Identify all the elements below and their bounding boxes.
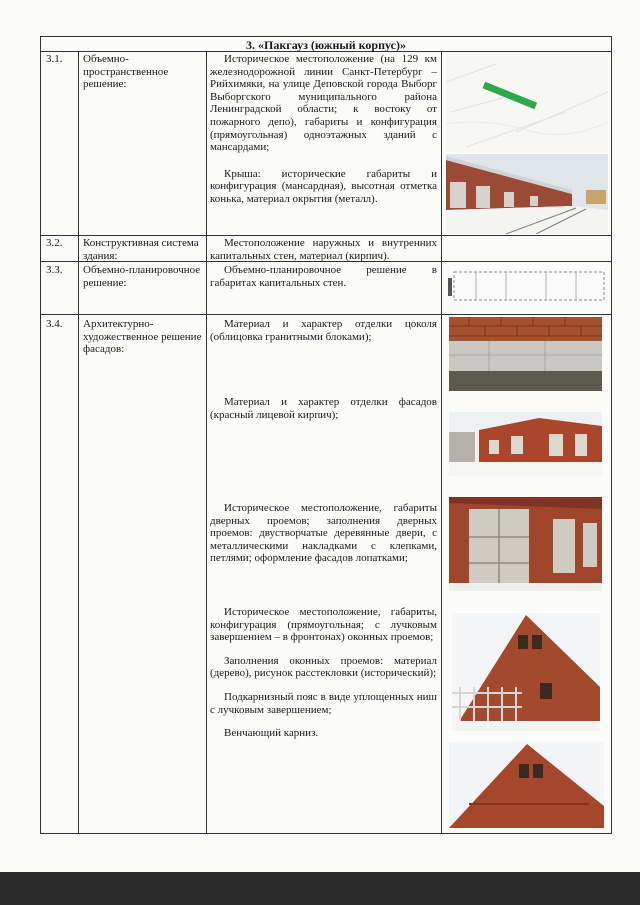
- photo-brick-facade: [449, 412, 602, 476]
- row-number: 3.1.: [46, 53, 63, 65]
- description-paragraph: Объемно-планировочное решение в габаритах капитальных стен.: [210, 264, 437, 289]
- photo-gable-windows: [452, 613, 600, 731]
- description-paragraph: Историческое местоположение, габариты, конфигурация (прямоугольная; с лучковым завершением – в фронтонах) оконных проемов;: [210, 606, 437, 644]
- description-paragraph: Венчающий карниз.: [224, 727, 319, 740]
- row-description: [210, 237, 437, 262]
- row-name: Архитектурно-художественное решение фасадов:: [83, 318, 202, 356]
- photo-gable-cornice: [449, 742, 604, 828]
- row-number: 3.4.: [46, 318, 63, 330]
- description-paragraph: Историческое местоположение (на 129 км железнодорожной линии Санкт-Петербург – Рийхимяки, на улице Деповской города Выборг Выборгского муниципального района Ленинградской области; к востоку от пожарного депо), габариты и конфигурация (прямоугольная) одноэтажных зданий с мансардами;: [210, 53, 437, 154]
- table-border-top: [40, 36, 612, 37]
- photo-warehouse-row: [446, 154, 608, 234]
- table-col-rule-2: [206, 51, 207, 834]
- description-paragraph: Материал и характер отделки цоколя (облицовка гранитными блоками);: [210, 318, 437, 343]
- description-paragraph: Крыша: исторические габариты и конфигурация (мансардная), высотная отметка конька, материал окрытия (металл).: [210, 167, 437, 205]
- photo-double-doors: [449, 497, 602, 591]
- table-col-rule-3: [441, 51, 442, 834]
- row-description-block-3: [210, 502, 437, 565]
- photo-situation-map: [446, 52, 608, 152]
- row-description-block-2: [210, 396, 437, 421]
- description-paragraph: Заполнения оконных проемов: материал (дерево), рисунок расстекловки (исторический);: [210, 654, 437, 680]
- table-rule-row2: [40, 235, 612, 236]
- description-paragraph: Местоположение наружных и внутренних капитальных стен, материал (кирпич).: [210, 237, 437, 262]
- table-border-left: [40, 36, 41, 834]
- table-border-bottom: [40, 833, 612, 834]
- row-number: 3.3.: [46, 264, 63, 276]
- scan-shadow: [0, 872, 640, 905]
- row-name: Конструктивная система здания:: [83, 237, 199, 262]
- table-col-rule-1: [78, 51, 79, 834]
- table-title: 3. «Пакгауз (южный корпус)»: [246, 38, 406, 52]
- row-description: [210, 53, 437, 206]
- photo-granite-plinth: [449, 317, 602, 391]
- description-paragraph: Подкарнизный пояс в виде уплощенных ниш с лучковым завершением;: [210, 690, 437, 716]
- description-paragraph: Историческое местоположение, габариты дверных проемов; заполнения дверных проемов: двустворчатые деревянные двери, с металлическими накладками с клепками, петлями; оформление фасадов лопатками;: [210, 502, 437, 565]
- row-description-block-4: [210, 606, 437, 740]
- row-number: 3.2.: [46, 237, 63, 249]
- row-description: [210, 264, 437, 289]
- row-name: Объемно-планировочное решение:: [83, 264, 201, 289]
- table-rule-row4: [40, 314, 612, 315]
- photo-floor-plan: [446, 264, 608, 312]
- row-name: Объемно-пространственное решение:: [83, 53, 169, 91]
- table-border-right: [611, 36, 612, 834]
- description-paragraph: Материал и характер отделки фасадов (красный лицевой кирпич);: [210, 396, 437, 421]
- row-description-block-1: [210, 318, 437, 343]
